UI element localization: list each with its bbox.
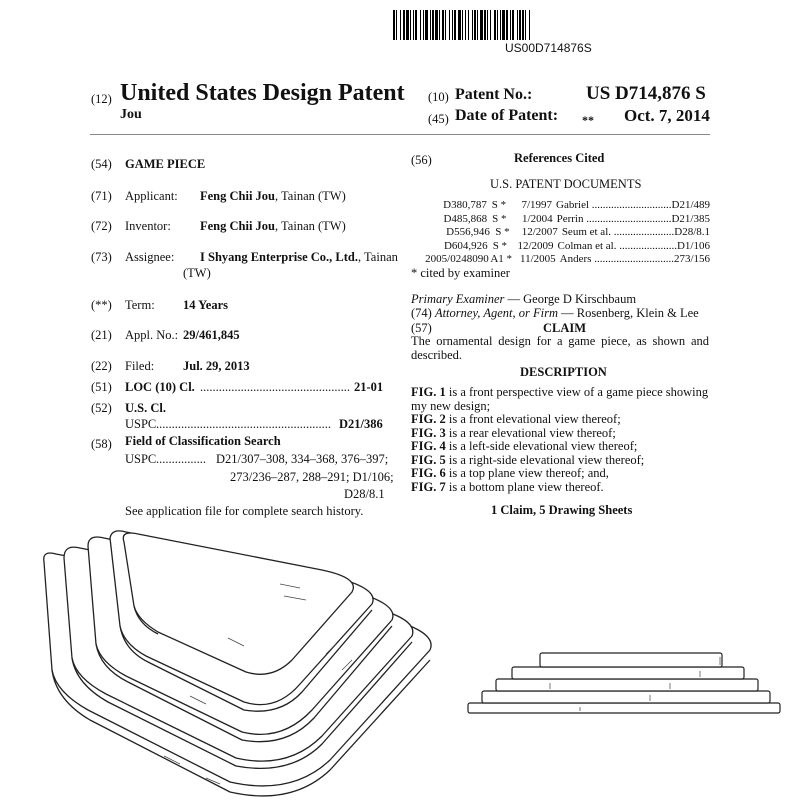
reference-row	[418, 253, 710, 267]
assignee-location: (TW)	[183, 266, 211, 280]
code-21: (21)	[91, 328, 112, 342]
reference-date: 7/1997	[521, 199, 553, 211]
reference-kind: S *	[495, 226, 510, 239]
reference-dots: ...............................	[583, 212, 672, 225]
reference-dots: ......................	[611, 226, 675, 239]
inventor-value: Feng Chii Jou, Tainan (TW)	[200, 219, 346, 233]
invention-title: GAME PIECE	[125, 157, 206, 171]
reference-inventor: Anders	[559, 253, 592, 266]
figure-label: FIG. 3	[411, 425, 446, 440]
figure-description	[411, 467, 711, 481]
field-line-3: D28/8.1	[344, 487, 385, 501]
primary-examiner: Primary Examiner — George D Kirschbaum	[411, 292, 637, 306]
date-mark: **	[582, 113, 594, 127]
claim-title: CLAIM	[543, 321, 587, 335]
claim-text: The ornamental design for a game piece, as shown and described.	[411, 334, 709, 362]
figure-2-elevation-drawing	[460, 645, 790, 715]
reference-kind: S *	[492, 212, 507, 225]
reference-cls: D28/8.1	[674, 226, 710, 239]
reference-num: D604,926	[443, 239, 488, 252]
figure-description	[411, 427, 711, 441]
field-line-1: D21/307–308, 334–368, 376–397;	[216, 452, 389, 466]
reference-num: D485,868	[443, 212, 488, 225]
term-label: Term:	[125, 298, 155, 312]
code-12: (12)	[91, 92, 112, 106]
reference-row	[418, 199, 710, 213]
reference-row	[418, 226, 710, 240]
figure-descriptions	[411, 386, 711, 494]
figure-text: is a left-side elevational view thereof;	[445, 439, 638, 453]
applicant-label: Applicant:	[125, 189, 178, 203]
header-rule	[90, 134, 710, 135]
reference-num: D556,946	[446, 226, 490, 239]
attorney: (74) Attorney, Agent, or Firm — Rosenberg, Klein & Lee	[411, 306, 699, 320]
reference-inventor: Perrin	[556, 212, 584, 225]
us-cl-label: U.S. Cl.	[125, 401, 166, 415]
figure-label: FIG. 4	[411, 439, 446, 453]
filed-value: Jul. 29, 2013	[183, 359, 250, 373]
reference-cls: 273/156	[673, 253, 710, 266]
code-57: (57)	[411, 321, 432, 335]
figure-text: is a rear elevational view thereof;	[445, 425, 616, 440]
code-22: (22)	[91, 359, 112, 373]
figure-text: is a top plane view thereof; and,	[445, 466, 609, 480]
figure-description	[411, 481, 711, 495]
reference-cls: D21/385	[671, 212, 710, 225]
reference-inventor: Colman et al.	[557, 239, 617, 252]
code-73: (73)	[91, 250, 112, 264]
assignee-value: I Shyang Enterprise Co., Ltd., Tainan	[200, 250, 398, 264]
figure-description	[411, 440, 711, 454]
reference-date: 12/2007	[521, 226, 558, 239]
figure-description	[411, 386, 711, 413]
references-table	[418, 199, 710, 267]
figure-text: is a front elevational view thereof;	[445, 412, 621, 426]
figure-text: is a front perspective view of a game piece showing my new design;	[411, 385, 709, 413]
patent-no-label: Patent No.:	[455, 86, 533, 103]
code-10: (10)	[428, 90, 449, 104]
code-56: (56)	[411, 153, 432, 167]
code-term: (**)	[91, 298, 112, 312]
code-71: (71)	[91, 189, 112, 203]
cited-by-examiner: * cited by examiner	[411, 266, 510, 280]
figure-text: is a right-side elevational view thereof;	[445, 452, 645, 467]
see-application-note: See application file for complete search history.	[125, 504, 364, 518]
reference-inventor: Seum et al.	[561, 226, 611, 239]
figure-label: FIG. 1	[411, 385, 446, 399]
loc-label: LOC (10) Cl.	[125, 380, 195, 394]
uspc-label: USPC	[125, 417, 157, 431]
claims-sheets-count: 1 Claim, 5 Drawing Sheets	[491, 503, 633, 517]
field-search-label: Field of Classification Search	[125, 434, 281, 448]
figure-label: FIG. 7	[411, 479, 446, 494]
figure-description	[411, 413, 711, 427]
reference-dots: .............................	[591, 253, 674, 266]
figure-description	[411, 454, 711, 468]
reference-name	[558, 240, 677, 254]
applicant-value: Feng Chii Jou, Tainan (TW)	[200, 189, 346, 203]
appl-no-label: Appl. No.:	[125, 328, 179, 342]
reference-date: 1/2004	[522, 212, 553, 225]
reference-cls: D1/106	[676, 239, 710, 252]
code-45: (45)	[428, 112, 449, 126]
appl-no-value: 29/461,845	[183, 328, 240, 342]
patent-type-title: United States Design Patent	[120, 80, 405, 106]
reference-name	[560, 253, 674, 267]
inventor-label: Inventor:	[125, 219, 171, 233]
reference-kind: S *	[491, 199, 507, 211]
reference-name	[562, 226, 674, 240]
reference-cls: D21/489	[671, 199, 711, 211]
code-58: (58)	[91, 437, 112, 451]
figure-label: FIG. 6	[411, 466, 446, 480]
us-patent-documents-heading: U.S. PATENT DOCUMENTS	[490, 177, 642, 191]
uspc-dots: ........................................................	[156, 417, 331, 431]
reference-date: 12/2009	[517, 239, 554, 252]
date-of-patent: Oct. 7, 2014	[624, 106, 710, 125]
reference-kind: S *	[492, 239, 508, 252]
loc-value: 21-01	[354, 380, 384, 394]
reference-num: D380,787	[443, 199, 487, 211]
field-uspc-label: USPC	[125, 452, 157, 466]
reference-name	[556, 199, 671, 213]
reference-dots: .....................	[616, 239, 677, 252]
reference-name	[557, 213, 672, 227]
code-52: (52)	[91, 401, 112, 415]
figure-text: is a bottom plane view thereof.	[445, 479, 604, 494]
reference-kind: A1 *	[490, 253, 513, 266]
code-72: (72)	[91, 219, 112, 233]
field-uspc-dots: ................	[156, 452, 206, 466]
filed-label: Filed:	[125, 359, 155, 373]
reference-inventor: Gabriel	[556, 199, 590, 211]
reference-num: 2005/0248090	[425, 253, 489, 266]
barcode	[393, 10, 683, 40]
description-title: DESCRIPTION	[520, 365, 607, 379]
date-of-patent-label: Date of Patent:	[455, 107, 559, 124]
field-line-2: 273/236–287, 288–291; D1/106;	[230, 470, 394, 484]
loc-dots: ................................................	[200, 380, 350, 394]
references-cited-title: References Cited	[514, 151, 605, 165]
code-54: (54)	[91, 157, 112, 171]
assignee-label: Assignee:	[125, 250, 175, 264]
reference-date: 11/2005	[520, 253, 556, 266]
patent-number: US D714,876 S	[586, 83, 706, 104]
uspc-value: D21/386	[339, 417, 383, 431]
code-51: (51)	[91, 380, 112, 394]
figure-label: FIG. 5	[411, 452, 446, 467]
reference-dots: .............................	[589, 199, 672, 211]
reference-row	[418, 213, 710, 227]
figure-1-perspective-drawing	[30, 520, 490, 800]
inventor-surname: Jou	[120, 107, 142, 122]
figure-label: FIG. 2	[411, 412, 446, 426]
term-value: 14 Years	[183, 298, 229, 312]
barcode-number: US00D714876S	[505, 41, 592, 55]
reference-row	[418, 240, 710, 254]
